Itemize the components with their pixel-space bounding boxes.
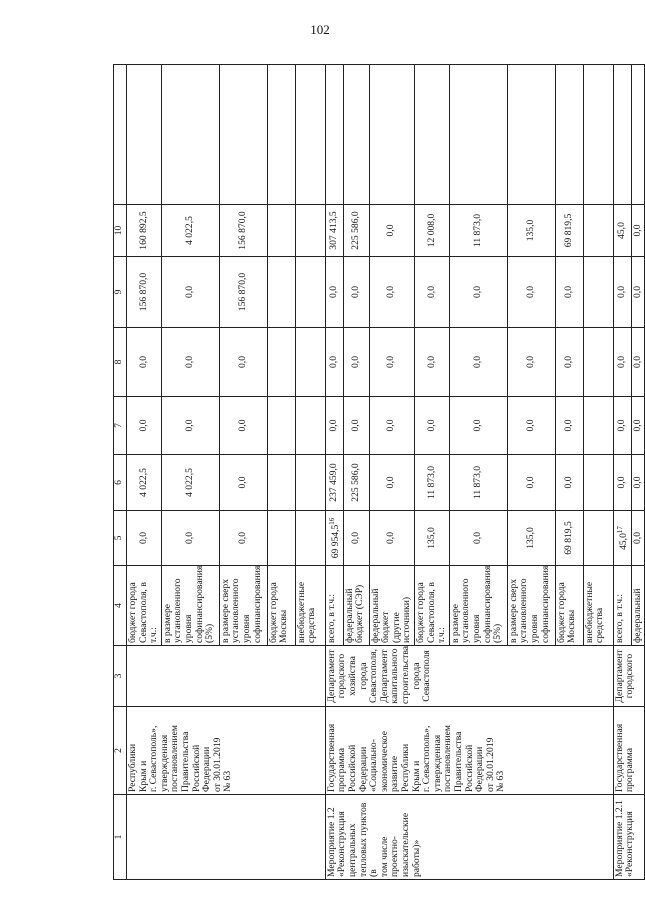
value-text: 69 819,5: [562, 213, 574, 248]
value-text: 0,0: [327, 356, 339, 368]
column-header-5: 5: [114, 511, 127, 566]
value-text: 0,0: [183, 419, 195, 432]
value-text: 237 459,0: [327, 463, 339, 502]
funding-source-cell: федеральный: [631, 566, 645, 646]
value-cell-v9: [631, 257, 645, 328]
blank-cell: [161, 65, 219, 205]
value-text: 0,0: [471, 286, 483, 298]
executor-cell: Департамент городского хозяйства города Севастополя, Департамент капитального строительства города Севастополя: [325, 646, 613, 707]
value-cell-v8: [325, 328, 343, 397]
value-cell-v7: [507, 397, 555, 455]
value-cell-v6: [127, 455, 162, 511]
value-text: 0,0: [183, 532, 195, 544]
value-cell-v5: [369, 511, 414, 566]
value-text: 307 413,5: [327, 211, 339, 250]
funding-source-cell: внебюджетные средства: [295, 566, 325, 646]
footnote-mark: 16: [327, 517, 336, 525]
value-text: 0,0: [385, 356, 397, 368]
value-text: 0,0: [471, 532, 483, 544]
value-text: 0,0: [236, 476, 248, 489]
value-cell-v10: [219, 205, 267, 257]
value-text: 0,0: [327, 419, 339, 432]
program-cell: Республики Крым и г. Севастополь», утвержденная постановлением Правительства Российской Федерации от 30.01.2019 № 63: [127, 707, 326, 795]
value-cell-v10: [507, 205, 555, 257]
funding-source-cell: бюджет города Севастополя, в т.ч.:: [127, 566, 162, 646]
funding-source-cell: бюджет города Москвы: [267, 566, 295, 646]
value-text: 0,0: [349, 356, 361, 368]
value-cell-v8: [295, 328, 325, 397]
value-text: 156 870,0: [236, 211, 248, 250]
blank-cell: [449, 65, 507, 205]
value-text: 0,0: [236, 356, 248, 368]
value-cell-v10: [325, 205, 343, 257]
value-cell-v5: [631, 511, 645, 566]
blank-cell: [414, 65, 449, 205]
column-header-7: 7: [114, 397, 127, 455]
value-cell-v7: [161, 397, 219, 455]
funding-source-cell: федеральный бюджет (СЭР): [343, 566, 369, 646]
value-text: 12 008,0: [425, 213, 437, 248]
value-cell-v6: [267, 455, 295, 511]
blank-cell: [325, 65, 343, 205]
column-header-9: 9: [114, 257, 127, 328]
funding-table: [113, 64, 645, 880]
value-cell-v7: [325, 397, 343, 455]
value-cell-v5: [343, 511, 369, 566]
value-text: 0,0: [615, 476, 627, 489]
column-header-6: 6: [114, 455, 127, 511]
value-text: 0,0: [349, 419, 361, 432]
value-cell-v8: [583, 328, 613, 397]
funding-source-cell: всего, в т.ч.:: [613, 566, 631, 646]
blank-cell: [613, 65, 631, 205]
value-cell-v8: [555, 328, 583, 397]
value-text: 0,0: [236, 532, 248, 544]
value-text: 0,0: [631, 286, 643, 298]
value-text: 4 022,5: [137, 468, 149, 497]
value-cell-v8: [449, 328, 507, 397]
value-cell-v10: [127, 205, 162, 257]
value-text: 0,0: [562, 419, 574, 432]
value-text: 0,0: [425, 356, 437, 368]
value-cell-v7: [127, 397, 162, 455]
value-cell-v7: [343, 397, 369, 455]
value-cell-v6: [631, 455, 645, 511]
value-cell-v5: [161, 511, 219, 566]
m121-row: [613, 65, 631, 880]
value-cell-v10: [449, 205, 507, 257]
blank-cell: [343, 65, 369, 205]
funding-source-cell: в размере установленного уровня софинансирования (5%): [161, 566, 219, 646]
executor-cell: [127, 646, 326, 707]
funding-source-cell: в размере сверх установленного уровня софинансирования: [507, 566, 555, 646]
value-text: 45,0: [615, 222, 627, 239]
value-text: 156 870,0: [236, 272, 248, 312]
value-cell-v7: [449, 397, 507, 455]
value-text: 156 870,0: [137, 272, 149, 312]
value-cell-v5: [295, 511, 325, 566]
value-text: 11 873,0: [471, 465, 483, 500]
value-cell-v5: [267, 511, 295, 566]
value-cell-v7: [369, 397, 414, 455]
value-cell-v9: [267, 257, 295, 328]
value-text: 160 892,5: [137, 211, 149, 250]
blank-cell: [369, 65, 414, 205]
value-text: 0,0: [183, 356, 195, 368]
value-text: 0,0: [615, 286, 627, 298]
blank-cell: [583, 65, 613, 205]
value-cell-v10: [161, 205, 219, 257]
value-cell-v6: [414, 455, 449, 511]
value-text: 0,0: [183, 286, 195, 298]
blank-cell: [267, 65, 295, 205]
value-cell-v5: [449, 511, 507, 566]
column-header-4: 4: [114, 566, 127, 646]
value-cell-v10: [555, 205, 583, 257]
value-cell-v5: [414, 511, 449, 566]
value-cell-v7: [219, 397, 267, 455]
value-cell-v6: [343, 455, 369, 511]
value-text: 0,0: [425, 419, 437, 432]
blank-cell: [295, 65, 325, 205]
cont-row: [127, 65, 162, 880]
value-text: 45,0: [617, 533, 629, 550]
value-text: 0,0: [524, 286, 536, 298]
value-text: 0,0: [631, 419, 643, 432]
blank-cell: [114, 65, 127, 205]
value-cell-v8: [631, 328, 645, 397]
value-cell-v10: [631, 205, 645, 257]
value-text: 0,0: [524, 476, 536, 489]
value-cell-v9: [583, 257, 613, 328]
value-cell-v10: [583, 205, 613, 257]
value-text: 69 819,5: [562, 521, 574, 555]
value-cell-v9: [295, 257, 325, 328]
value-cell-v5: [613, 511, 631, 566]
value-cell-v9: [507, 257, 555, 328]
value-cell-v5: [507, 511, 555, 566]
activity-name-cell: Мероприятие 1.2 «Реконструкция центральных тепловых пунктов (в том числе проектно- изыскательские работы)»: [325, 795, 613, 880]
value-cell-v9: [127, 257, 162, 328]
funding-source-cell: внебюджетные средства: [583, 566, 613, 646]
value-cell-v7: [631, 397, 645, 455]
value-text: 4 022,5: [183, 216, 195, 245]
value-cell-v6: [369, 455, 414, 511]
value-text: 0,0: [425, 286, 437, 298]
value-cell-v6: [507, 455, 555, 511]
value-text: 0,0: [562, 356, 574, 368]
value-cell-v10: [343, 205, 369, 257]
blank-cell: [507, 65, 555, 205]
value-cell-v9: [325, 257, 343, 328]
value-text: 0,0: [562, 476, 574, 489]
value-cell-v7: [555, 397, 583, 455]
value-cell-v6: [583, 455, 613, 511]
value-text: 0,0: [615, 419, 627, 432]
value-cell-v6: [161, 455, 219, 511]
value-cell-v8: [507, 328, 555, 397]
value-cell-v9: [414, 257, 449, 328]
value-cell-v9: [613, 257, 631, 328]
value-text: 0,0: [631, 532, 643, 544]
funding-source-cell: в размере установленного уровня софинансирования (5%): [449, 566, 507, 646]
value-cell-v5: [127, 511, 162, 566]
value-cell-v9: [343, 257, 369, 328]
header-row: [114, 65, 127, 880]
value-cell-v8: [267, 328, 295, 397]
value-cell-v10: [613, 205, 631, 257]
value-cell-v10: [414, 205, 449, 257]
page-number: 102: [310, 22, 330, 37]
value-cell-v10: [369, 205, 414, 257]
value-cell-v10: [267, 205, 295, 257]
column-header-10: 10: [114, 205, 127, 257]
funding-source-cell: бюджет города Москвы: [555, 566, 583, 646]
blank-cell: [555, 65, 583, 205]
value-cell-v6: [555, 455, 583, 511]
value-text: 135,0: [524, 527, 536, 549]
value-cell-v8: [127, 328, 162, 397]
activity-name-cell: Мероприятие 1.2.1 «Реконструкция: [613, 795, 644, 880]
value-text: 0,0: [385, 286, 397, 298]
funding-source-cell: бюджет города Севастополя, в т.ч.:: [414, 566, 449, 646]
value-text: 0,0: [471, 419, 483, 432]
blank-cell: [127, 65, 162, 205]
value-cell-v10: [295, 205, 325, 257]
rotated-table-container: [113, 65, 643, 880]
executor-cell: Департамент городского: [613, 646, 644, 707]
value-text: 0,0: [137, 532, 149, 544]
value-text: 0,0: [385, 419, 397, 432]
value-text: 135,0: [425, 527, 437, 549]
value-text: 0,0: [385, 224, 397, 237]
value-cell-v7: [613, 397, 631, 455]
value-cell-v8: [369, 328, 414, 397]
value-text: 225 586,0: [349, 463, 361, 502]
value-text: 0,0: [349, 532, 361, 544]
m12-row: [325, 65, 343, 880]
value-cell-v8: [161, 328, 219, 397]
value-text: 0,0: [327, 286, 339, 298]
value-text: 0,0: [615, 356, 627, 368]
column-header-3: 3: [114, 646, 127, 707]
value-cell-v9: [449, 257, 507, 328]
value-text: 0,0: [631, 224, 643, 237]
value-cell-v5: [219, 511, 267, 566]
column-header-1: 1: [114, 795, 127, 880]
value-cell-v7: [295, 397, 325, 455]
value-cell-v8: [219, 328, 267, 397]
value-text: 0,0: [385, 476, 397, 489]
blank-cell: [631, 65, 645, 205]
value-cell-v5: [325, 511, 343, 566]
value-text: 69 954,5: [329, 524, 341, 559]
column-header-2: 2: [114, 707, 127, 795]
value-text: 0,0: [524, 419, 536, 432]
value-cell-v5: [555, 511, 583, 566]
value-text: 0,0: [631, 476, 643, 489]
value-cell-v7: [267, 397, 295, 455]
value-text: 0,0: [471, 356, 483, 368]
program-cell: Государственная программа Российской Федерации «Социально- экономическое развитие Республики Крым и г. Севастополь», утвержденная постановлением Правительства Российской Федерации от 30.01.2019 № 63: [325, 707, 613, 795]
value-text: 4 022,5: [183, 468, 195, 497]
value-text: 11 873,0: [471, 213, 483, 248]
value-cell-v8: [343, 328, 369, 397]
value-cell-v6: [295, 455, 325, 511]
value-cell-v9: [555, 257, 583, 328]
value-text: 0,0: [137, 419, 149, 432]
column-header-8: 8: [114, 328, 127, 397]
value-cell-v6: [325, 455, 343, 511]
value-text: 0,0: [137, 356, 149, 368]
funding-source-cell: в размере сверх установленного уровня софинансирования: [219, 566, 267, 646]
funding-source-cell: всего, в т.ч.:: [325, 566, 343, 646]
activity-name-cell: [127, 795, 326, 880]
value-cell-v6: [219, 455, 267, 511]
value-cell-v9: [161, 257, 219, 328]
value-text: 0,0: [385, 532, 397, 544]
blank-cell: [219, 65, 267, 205]
footnote-mark: 17: [615, 526, 624, 534]
value-text: 0,0: [349, 286, 361, 298]
value-cell-v6: [449, 455, 507, 511]
value-text: 0,0: [236, 419, 248, 432]
value-text: 11 873,0: [425, 465, 437, 500]
value-cell-v7: [583, 397, 613, 455]
value-text: 0,0: [631, 356, 643, 368]
value-cell-v9: [219, 257, 267, 328]
program-cell: Государственная программа: [613, 707, 644, 795]
value-cell-v8: [613, 328, 631, 397]
value-cell-v5: [583, 511, 613, 566]
value-text: 0,0: [562, 286, 574, 298]
value-text: 135,0: [524, 219, 536, 242]
value-cell-v9: [369, 257, 414, 328]
value-cell-v6: [613, 455, 631, 511]
value-text: 225 586,0: [349, 211, 361, 250]
value-cell-v8: [414, 328, 449, 397]
funding-source-cell: федеральный бюджет (другие источники): [369, 566, 414, 646]
value-text: 0,0: [524, 356, 536, 368]
value-cell-v7: [414, 397, 449, 455]
